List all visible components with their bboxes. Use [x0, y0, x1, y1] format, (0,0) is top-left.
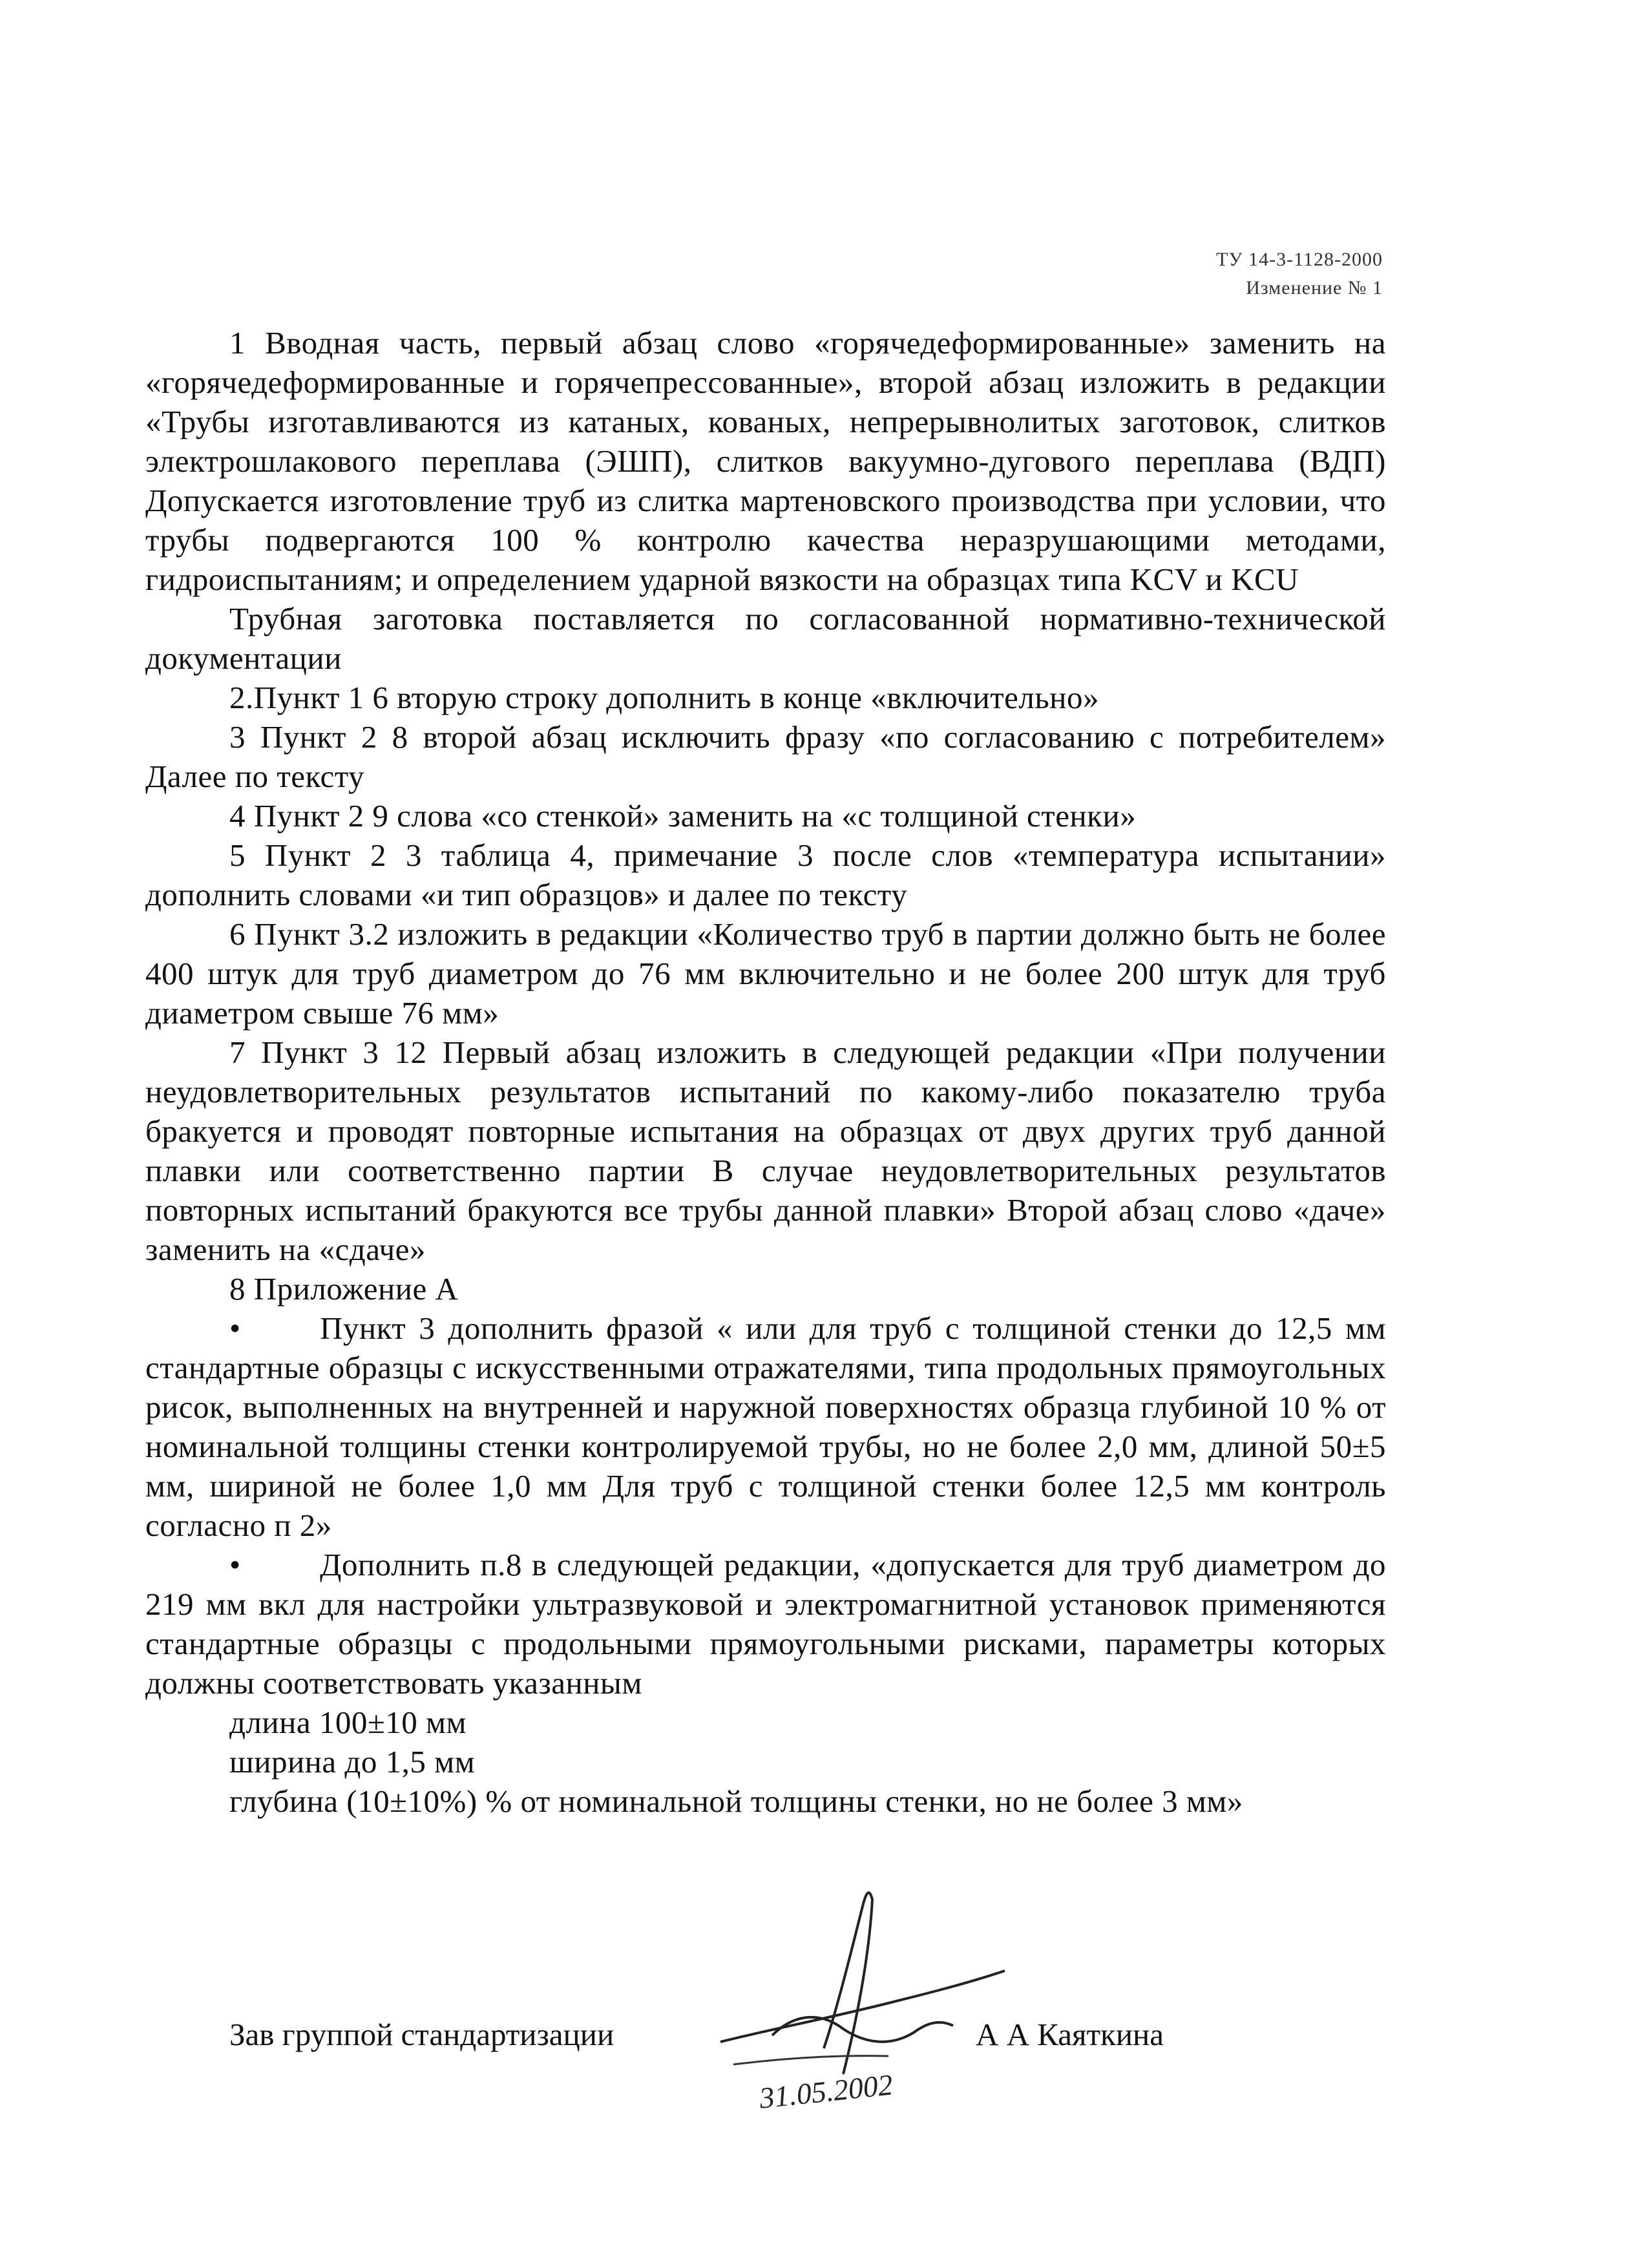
signature-block — [229, 1997, 1392, 2126]
dimension-length: длина 100±10 мм — [229, 1705, 467, 1740]
bullet-item-1 — [145, 1308, 1386, 1545]
paragraph-3: 2.Пункт 1 6 вторую строку дополнить в конце «включительно» — [229, 680, 1099, 715]
bullet-icon: • — [229, 1310, 241, 1346]
paragraph-1: 1 Вводная часть, первый абзац слово «горячедеформированные» заменить на «горячедеформированные и горячепрессованные», второй абзац изложить в редакции «Трубы изготавливаются из катаных, кованых, непрерывнолитых заготовок, слитков электрошлакового переплава (ЭШП), слитков вакуумно-дугового переплава (ВДП) Допускается изготовление труб из слитка мартеновского производства при условии, что трубы подвергаются 100 % контролю качества неразрушающими методами, гидроиспытаниям; и определением ударной вязкости на образцах типа KCV и KCU — [145, 325, 1386, 597]
standard-number: ТУ 14-3-1128-2000 — [1216, 249, 1383, 270]
signatory-name: А А Каяткина — [976, 2017, 1164, 2052]
paragraph-9: 8 Приложение А — [229, 1271, 459, 1307]
paragraph-7: 6 Пункт 3.2 изложить в редакции «Количество труб в партии должно быть не более 400 штук для труб диаметром до 76 мм включительно и не более 200 штук для труб диаметром свыше 76 мм» — [145, 916, 1386, 1031]
bullet-text-2: Дополнить п.8 в следующей редакции, «допускается для труб диаметром до 219 мм вкл для настройки ультразвуковой и электромагнитной установок применяются стандартные образцы с продольными прямоугольными рисками, параметры которых должны соответствовать указанным — [145, 1547, 1386, 1701]
paragraph-5: 4 Пункт 2 9 слова «со стенкой» заменить на «с толщиной стенки» — [229, 798, 1137, 834]
dimension-depth: глубина (10±10%) % от номинальной толщины стенки, но не более 3 мм» — [229, 1783, 1243, 1819]
bullet-text-1: Пункт 3 дополнить фразой « или для труб с толщиной стенки до 12,5 мм стандартные образцы с искусственными отражателями, типа продольных прямоугольных рисок, выполненных на внутренней и наружной поверхностях образца глубиной 10 % от номинальной толщины стенки контролируемой трубы, но не более 2,0 мм, длиной 50±5 мм, шириной не более 1,0 мм Для труб с толщиной стенки более 12,5 мм контроль согласно п 2» — [145, 1310, 1386, 1543]
paragraph-2: Трубная заготовка поставляется по согласованной нормативно-технической документации — [145, 601, 1386, 676]
dimension-width: ширина до 1,5 мм — [229, 1744, 476, 1780]
document-header — [1216, 246, 1383, 302]
paragraph-8: 7 Пункт 3 12 Первый абзац изложить в следующей редакции «При получении неудовлетворительных результатов испытаний по какому-либо показателю труба бракуется и проводят повторные испытания на образцах от двух других труб данной плавки или соответственно партии В случае неудовлетворительных результатов повторных испытаний бракуются все трубы данной плавки» Второй абзац слово «даче» заменить на «сдаче» — [145, 1034, 1386, 1267]
paragraph-4: 3 Пункт 2 8 второй абзац исключить фразу «по согласованию с потребителем» Далее по тексту — [145, 719, 1386, 794]
bullet-item-2 — [145, 1545, 1386, 1703]
signatory-title: Зав группой стандартизации — [229, 2017, 614, 2052]
dimensions-list — [145, 1703, 1386, 1821]
change-number: Изменение № 1 — [1246, 277, 1383, 299]
signature-date: 31.05.2002 — [757, 2068, 895, 2115]
paragraph-6: 5 Пункт 2 3 таблица 4, примечание 3 после слов «температура испытании» дополнить словами «и тип образцов» и далее по тексту — [145, 837, 1386, 912]
bullet-icon: • — [229, 1547, 241, 1582]
document-body — [145, 323, 1386, 1821]
